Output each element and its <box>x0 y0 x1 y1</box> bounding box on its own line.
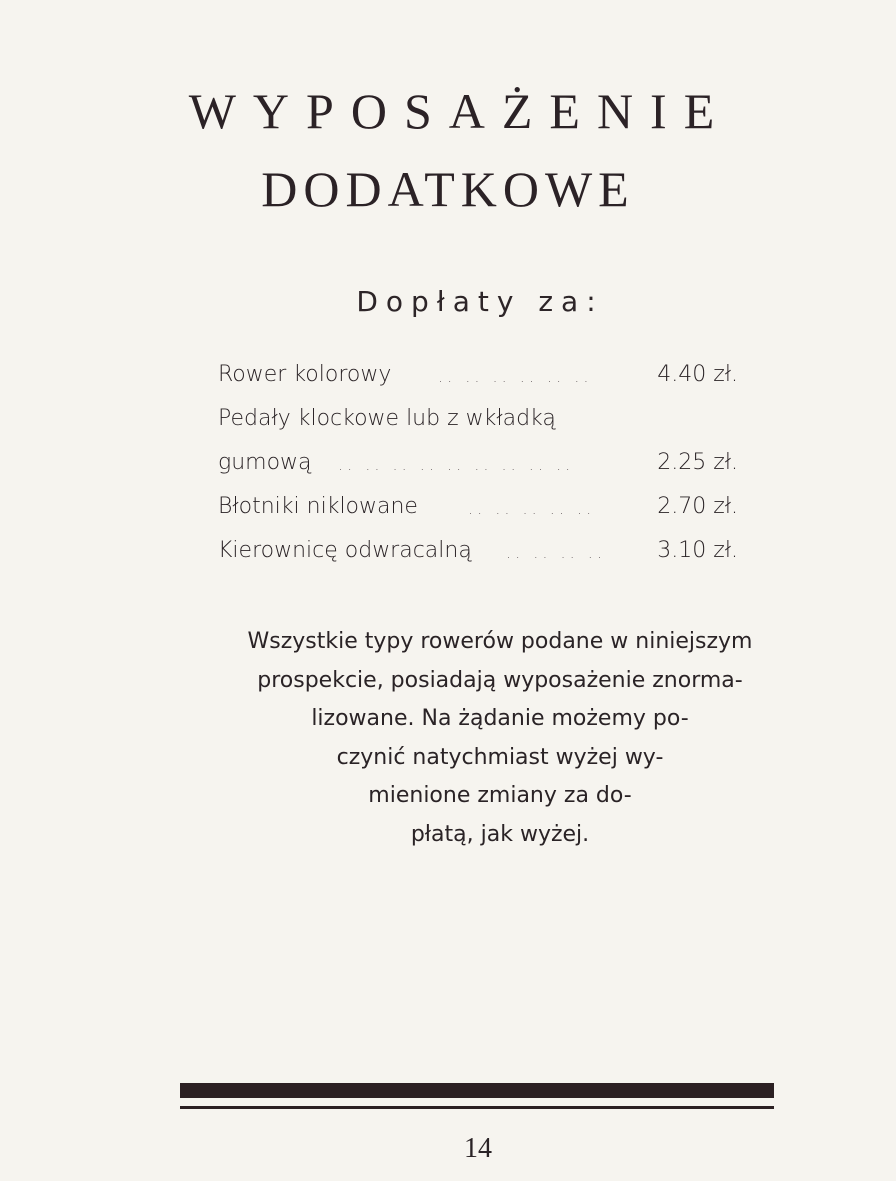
price-row <box>218 406 738 450</box>
heading-line-2: DODATKOWE <box>261 161 635 217</box>
item-price: 2.25 zł. <box>657 450 738 475</box>
item-label: gumową <box>218 450 312 475</box>
item-label: Kierownicę odwracalną <box>218 538 472 563</box>
price-row <box>218 494 738 538</box>
price-row <box>218 362 738 406</box>
item-label: Rower kolorowy <box>218 362 392 387</box>
item-label: Pedały klockowe lub z wkładką <box>218 406 556 431</box>
leader-dots: .. .. .. .. <box>506 543 606 562</box>
price-row <box>218 450 738 494</box>
subheading: Dopłaty za: <box>356 285 604 318</box>
item-label: Błotniki niklowane <box>218 494 418 519</box>
equipment-note <box>140 623 860 854</box>
leader-dots: .. .. .. .. .. <box>468 499 596 518</box>
footer-rule-thin <box>180 1106 774 1109</box>
item-price: 3.10 zł. <box>657 538 738 563</box>
page-number: 14 <box>464 1133 492 1164</box>
note-line: lizowane. Na żądanie możemy po- <box>311 706 689 731</box>
item-price: 4.40 zł. <box>657 362 738 387</box>
leader-dots: .. .. .. .. .. .. <box>438 367 593 386</box>
heading-line-1: WYPOSAŻENIE <box>188 83 732 139</box>
note-line: prospekcie, posiadają wyposażenie znorma- <box>257 667 743 693</box>
leader-dots: .. .. .. .. .. .. .. .. .. <box>338 455 575 474</box>
note-line: mienione zmiany za do- <box>368 783 632 808</box>
price-row <box>218 538 738 582</box>
note-line: płatą, jak wyżej. <box>410 821 590 847</box>
note-line: Wszystkie typy rowerów podane w niniejszym <box>247 629 753 654</box>
price-list <box>218 362 738 582</box>
footer-rule-thick <box>180 1083 774 1098</box>
item-price: 2.70 zł. <box>657 494 738 519</box>
note-line: czynić natychmiast wyżej wy- <box>336 744 664 770</box>
